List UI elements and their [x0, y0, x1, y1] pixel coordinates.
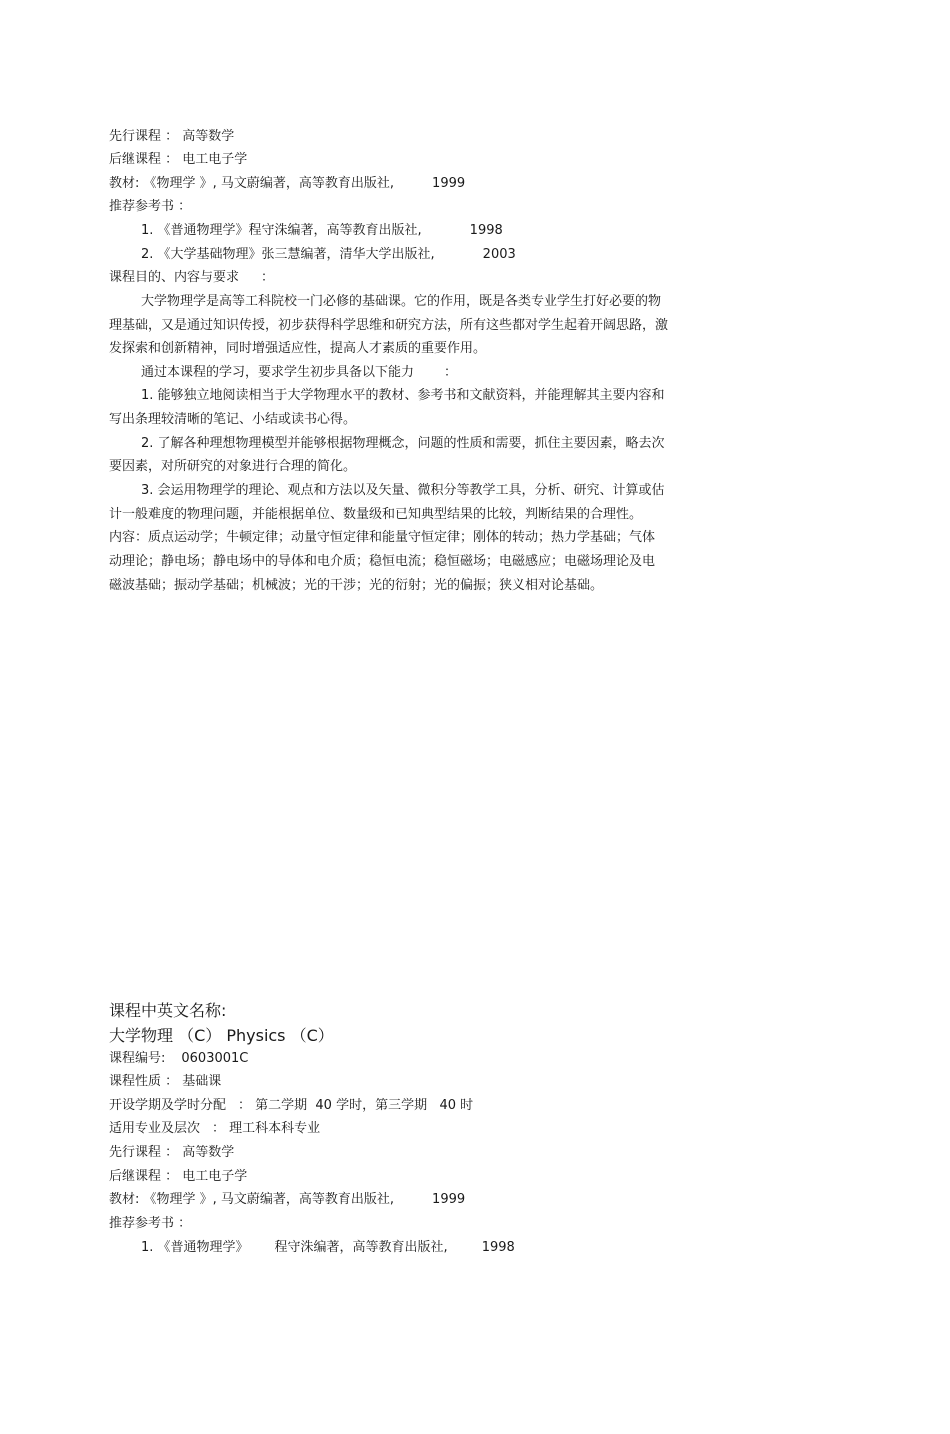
course-name-label: 课程中英文名称:: [109, 1001, 227, 1020]
prereq-line: 先行课程 ： 高等数学: [109, 129, 235, 144]
followup-line: 后继课程 ： 电工电子学: [109, 1169, 248, 1184]
ref-item-2: [141, 246, 516, 264]
schedule-value: ： 第二学期 40 学时，第三学期 40 时: [238, 1098, 474, 1113]
textbook-text: 教材: 《物理学 》, 马文蔚编著，高等教育出版社,: [109, 176, 395, 191]
majors-label: 适用专业及层次: [109, 1121, 201, 1136]
refs-label: 推荐参考书 ：: [109, 199, 192, 214]
para1-line2: 理基础，又是通过知识传授，初步获得科学思维和研究方法，所有这些都对学生起着开阔思路，激: [109, 318, 669, 333]
ability-1-line1: 1. 能够独立地阅读相当于大学物理水平的教材、参考书和文献资料，并能理解其主要内容和: [141, 388, 665, 403]
refs-label: 推荐参考书 ：: [109, 1216, 192, 1231]
ref-year: 2003: [482, 247, 516, 262]
code-value: 0603001C: [181, 1051, 249, 1066]
goals-label: [109, 269, 274, 287]
ability-3-line1: 3. 会运用物理学的理论、观点和方法以及矢量、微积分等教学工具，分析、研究、计算或估: [141, 483, 665, 498]
textbook-line: [109, 1191, 465, 1209]
course-nature-line: 课程性质 ： 基础课: [109, 1074, 222, 1089]
course-name: 大学物理 （C） Physics （C）: [109, 1026, 334, 1045]
textbook-year: 1999: [432, 1192, 466, 1207]
textbook-year: 1999: [432, 176, 466, 191]
prereq-line: 先行课程 ： 高等数学: [109, 1145, 235, 1160]
majors-value: ： 理工科本科专业: [212, 1121, 321, 1136]
schedule-label: 开设学期及学时分配: [109, 1098, 227, 1113]
ref-text: 1. 《普通物理学》: [141, 1240, 249, 1255]
ability-3-line2: 计一般难度的物理问题，并能根据单位、数量级和已知典型结果的比较，判断结果的合理性。: [109, 507, 643, 522]
goals-colon: ：: [261, 270, 275, 285]
majors-line: [109, 1120, 320, 1138]
para1-line1: 大学物理学是高等工科院校一门必修的基础课。它的作用，既是各类专业学生打好必要的物: [141, 294, 662, 309]
content-line3: 磁波基础；振动学基础；机械波；光的干涉；光的衍射；光的偏振；狭义相对论基础。: [109, 578, 604, 593]
content-line2: 动理论；静电场；静电场中的导体和电介质；稳恒电流；稳恒磁场；电磁感应；电磁场理论及电: [109, 554, 656, 569]
ref-text: 1. 《普通物理学》程守洙编著，高等教育出版社,: [141, 223, 422, 238]
para2-line: [141, 364, 457, 382]
ref-year: 1998: [481, 1240, 515, 1255]
para1-line3: 发探索和创新精神，同时增强适应性，提高人才素质的重要作用。: [109, 341, 487, 356]
goals-label-text: 课程目的、内容与要求: [109, 270, 240, 285]
schedule-line: [109, 1097, 473, 1115]
ref-year: 1998: [469, 223, 503, 238]
followup-line: 后继课程 ： 电工电子学: [109, 152, 248, 167]
ref-item-1: [141, 222, 503, 240]
textbook-text: 教材: 《物理学 》, 马文蔚编著，高等教育出版社,: [109, 1192, 395, 1207]
ability-1-line2: 写出条理较清晰的笔记、小结或读书心得。: [109, 412, 357, 427]
ref-author: 程守洙编著，高等教育出版社,: [274, 1240, 448, 1255]
textbook-line: [109, 175, 465, 193]
para2-text: 通过本课程的学习，要求学生初步具备以下能力: [141, 365, 415, 380]
para2-colon: ：: [444, 365, 458, 380]
ability-2-line2: 要因素，对所研究的对象进行合理的简化。: [109, 459, 357, 474]
course-code-line: [109, 1050, 248, 1068]
code-label: 课程编号:: [109, 1051, 166, 1066]
content-line1: 内容：质点运动学；牛顿定律；动量守恒定律和能量守恒定律；刚体的转动；热力学基础；气体: [109, 530, 656, 545]
ref-text: 2. 《大学基础物理》张三慧编著，清华大学出版社,: [141, 247, 435, 262]
ability-2-line1: 2. 了解各种理想物理模型并能够根据物理概念，问题的性质和需要，抓住主要因素，略去次: [141, 436, 665, 451]
ref-item-1: [141, 1239, 515, 1257]
